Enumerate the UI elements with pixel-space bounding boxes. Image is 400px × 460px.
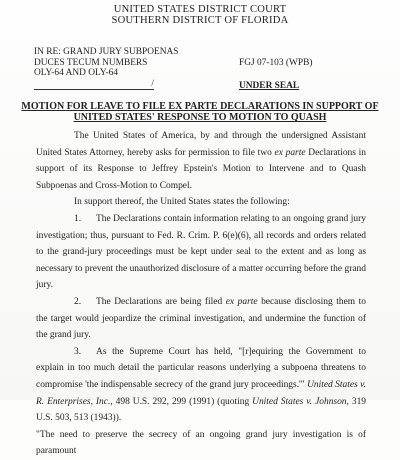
title-line-1: MOTION FOR LEAVE TO FILE EX PARTE DECLARATIONS IN SUPPORT OF [21,101,379,112]
caption-line-3: OLY-64 AND OLY-64 [34,68,119,79]
seal-label: UNDER SEAL [239,80,300,91]
case-info [239,58,312,91]
numbered-paragraph-1: 1. The Declarations contain information relating to an ongoing grand jury investigation; thus, pursuant to Fed. R. Crim. P. 6(e)(6), all records and orders related to the grand-jury proceedings must be kept under seal to the extent and as long as necessary to prevent the unauthorized disclosure of a matter occurring before the grand jury. [36,213,366,291]
continuation-paragraph: "The need to preserve the secrecy of an ongoing grand jury investigation is of paramount [36,429,366,457]
support-paragraph: In support thereof, the United States states the following: [74,197,290,208]
court-name: UNITED STATES DISTRICT COURT [113,4,287,15]
title-line-2: UNITED STATES' RESPONSE TO MOTION TO QUASH [73,112,327,124]
caption-slash: / [34,79,154,91]
motion-body [36,128,366,460]
caption-line-1: IN RE: GRAND JURY SUBPOENAS [34,47,179,57]
numbered-paragraph-2: 2. The Declarations are being filed ex parte because disclosing them to the target would jeopardize the criminal investigation, and undermine the function of the grand jury. [36,296,366,341]
court-header [0,4,400,26]
case-number: FGJ 07-103 (WPB) [239,58,313,68]
court-district: SOUTHERN DISTRICT OF FLORIDA [111,15,289,26]
intro-paragraph: The United States of America, by and through the undersigned Assistant United States Attorney, hereby asks for permission to file two ex parte Declarations in support of its Response to Jeffrey Epstein's Motion to Intervene and to Quash Subpoenas and Cross-Motion to Compel. [36,131,366,191]
numbered-paragraph-3: 3. As the Supreme Court has held, "[r]equiring the Government to explain in too much detail the particular reasons underlying a subpoena threatens to compromise 'the indispensable secrecy of the grand jury proceedings.'" United States v. R. Enterprises, Inc., 498 U.S. 292, 299 (1991) (quoting United States v. Johnson, 319 U.S. 503, 513 (1943)). [36,346,367,424]
caption-line-2: DUCES TECUM NUMBERS [34,57,148,68]
motion-title [0,101,400,123]
case-caption [34,47,178,90]
